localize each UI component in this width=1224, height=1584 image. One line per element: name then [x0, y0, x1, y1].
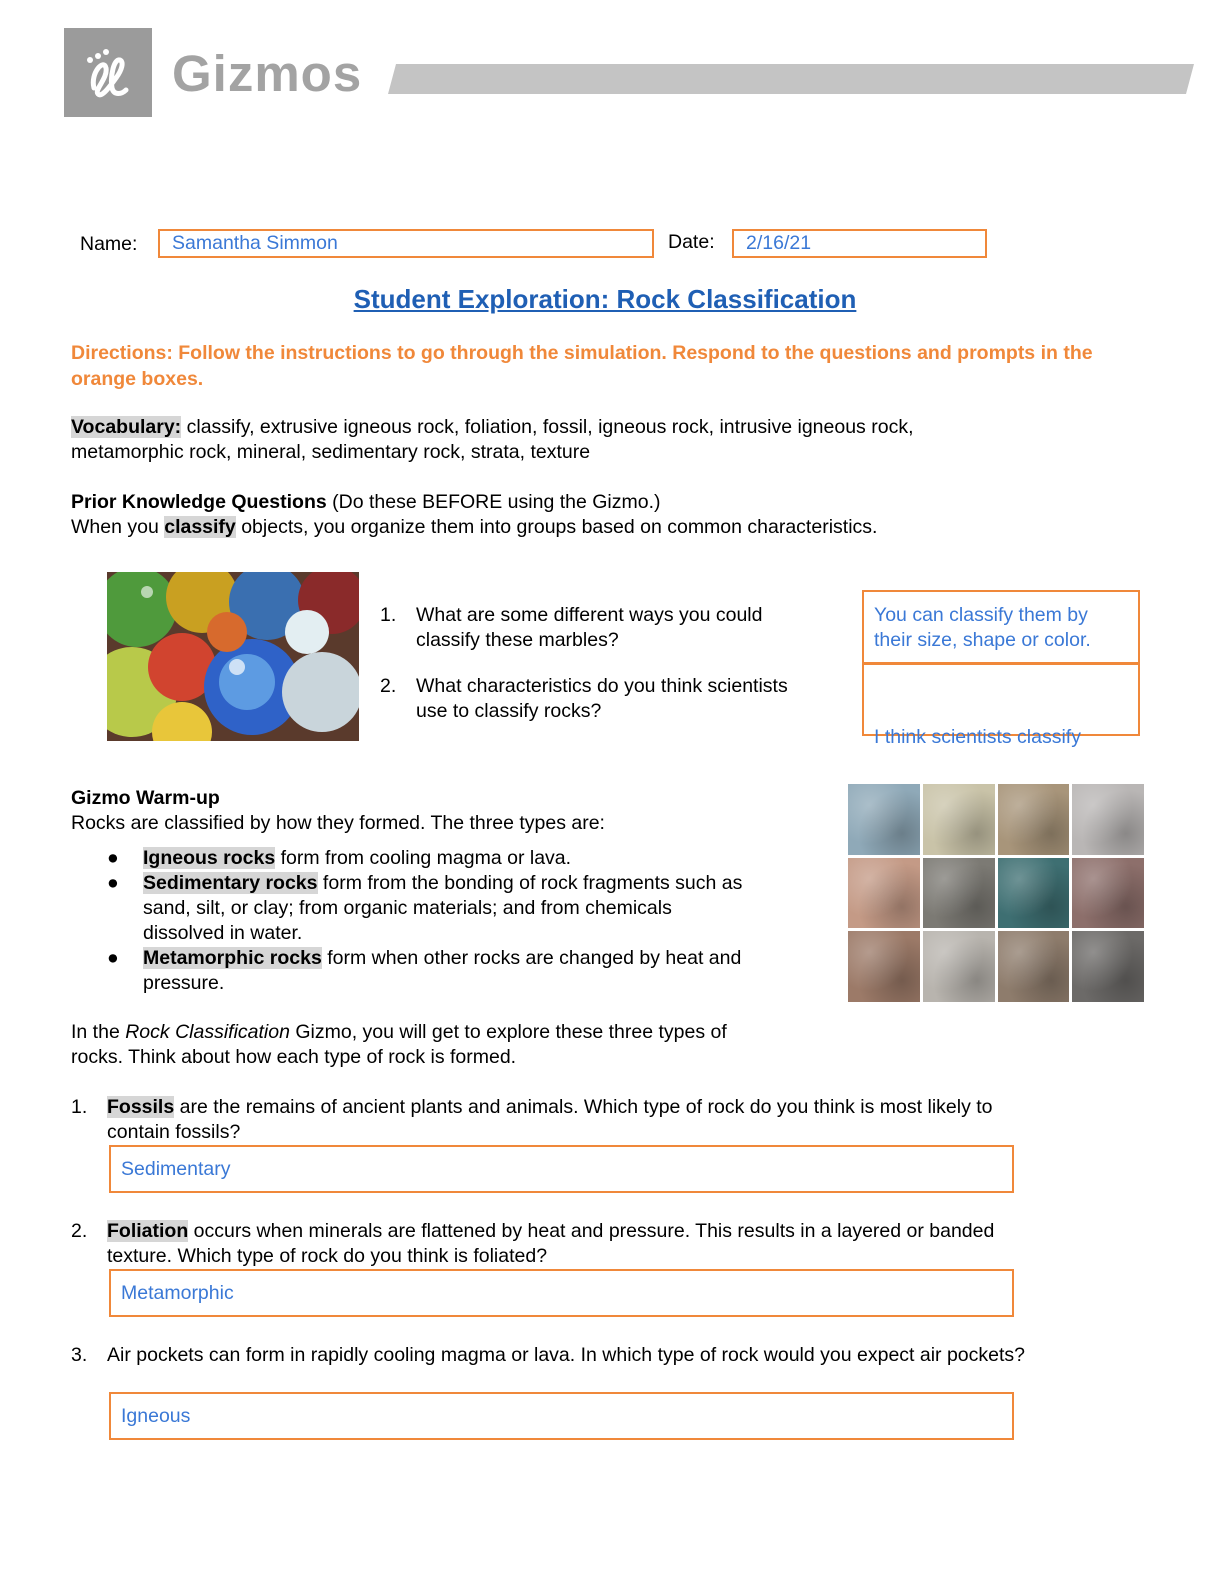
marbles-image	[107, 572, 359, 741]
closing-after: Gizmo, you will get to explore these three types of	[289, 1021, 727, 1043]
rock-type-desc: form from the bonding of rock fragments such as	[317, 872, 743, 894]
answer-box-1[interactable]	[109, 1145, 1014, 1193]
prior-question-1-line1: What are some different ways you could	[416, 604, 763, 626]
rock-sample-tile	[923, 784, 995, 855]
prior-question-2-line2: use to classify rocks?	[416, 700, 602, 722]
prior-question-1-number: 1.	[380, 604, 397, 626]
closing-line2: rocks. Think about how each type of rock is formed.	[71, 1046, 517, 1068]
prior-question-2-number: 2.	[380, 675, 397, 697]
prior-answer-box-1[interactable]	[862, 590, 1140, 665]
warmup-section	[71, 786, 831, 996]
rock-type-desc: form when other rocks are changed by heat and	[321, 947, 742, 969]
question-2-term: Foliation	[107, 1220, 189, 1242]
rock-sample-tile	[923, 858, 995, 929]
rock-type-desc: form from cooling magma or lava.	[275, 847, 572, 869]
prior-knowledge-section	[71, 490, 1151, 540]
rock-types-list	[71, 846, 831, 996]
warmup-heading: Gizmo Warm-up	[71, 787, 220, 809]
prior-answer-box-2[interactable]	[862, 662, 1140, 748]
question-1-text: are the remains of ancient plants and animals. Which type of rock do you think is most likely to	[174, 1096, 993, 1118]
closing-before: In the	[71, 1021, 126, 1043]
rock-type-sedimentary	[71, 871, 831, 946]
date-field[interactable]	[732, 229, 987, 258]
rock-sample-tile	[923, 931, 995, 1002]
date-value: 2/16/21	[746, 232, 812, 254]
prior-intro-before: When you	[71, 516, 165, 538]
rock-type-term: Igneous rocks	[143, 847, 276, 869]
question-1	[71, 1095, 1171, 1145]
explorelearning-logo-icon	[64, 28, 152, 117]
answer-box-2[interactable]	[109, 1269, 1014, 1317]
rock-sample-tile	[1072, 931, 1144, 1002]
prior-answer-1-line1: You can classify them by	[874, 604, 1088, 626]
question-3-text: Air pockets can form in rapidly cooling magma or lava. In which type of rock would you expect air pockets?	[107, 1344, 1026, 1366]
rock-type-term: Sedimentary rocks	[143, 872, 318, 894]
prior-heading-note: (Do these BEFORE using the Gizmo.)	[326, 491, 661, 513]
name-label: Name:	[80, 233, 138, 255]
question-1-number: 1.	[71, 1096, 88, 1118]
rock-type-desc-line: pressure.	[143, 972, 225, 994]
question-1-term: Fossils	[107, 1096, 175, 1118]
question-3-number: 3.	[71, 1344, 88, 1366]
rock-type-igneous	[71, 846, 831, 871]
prior-intro-term: classify	[164, 516, 236, 538]
rock-sample-tile	[998, 931, 1070, 1002]
answer-3-value: Igneous	[121, 1405, 191, 1427]
warmup-closing	[71, 1020, 831, 1070]
logo-badge	[64, 28, 152, 117]
prior-question-2	[380, 674, 866, 724]
bullet-icon: ●	[107, 847, 119, 869]
prior-intro-after: objects, you organize them into groups based on common characteristics.	[235, 516, 878, 538]
rock-sample-tile	[998, 858, 1070, 929]
prior-question-1-line2: classify these marbles?	[416, 629, 619, 651]
vocabulary-line1: classify, extrusive igneous rock, foliation, fossil, igneous rock, intrusive igneous rock,	[181, 416, 914, 438]
rock-type-term: Metamorphic rocks	[143, 947, 322, 969]
bullet-icon: ●	[107, 872, 119, 894]
brand-name: Gizmos	[172, 45, 363, 102]
answer-2-value: Metamorphic	[121, 1282, 234, 1304]
vocabulary	[71, 415, 1151, 465]
prior-answer-1-line2: their size, shape or color.	[874, 629, 1091, 651]
page-title: Student Exploration: Rock Classification	[353, 284, 857, 314]
rock-sample-tile	[848, 784, 920, 855]
question-2-text: occurs when minerals are flattened by heat and pressure. This results in a layered or banded	[188, 1220, 995, 1242]
prior-heading: Prior Knowledge Questions	[71, 491, 327, 513]
rock-sample-tile	[1072, 784, 1144, 855]
question-2-number: 2.	[71, 1220, 88, 1242]
rock-sample-tile	[998, 784, 1070, 855]
prior-question-1	[380, 603, 856, 653]
rock-type-desc-line: dissolved in water.	[143, 922, 303, 944]
rock-type-metamorphic	[71, 946, 831, 996]
vocabulary-line2: metamorphic rock, mineral, sedimentary rock, strata, texture	[71, 441, 591, 463]
rock-sample-tile	[848, 931, 920, 1002]
directions-text: Directions: Follow the instructions to go through the simulation. Respond to the questions and prompts in the orange boxes.	[71, 342, 1093, 390]
answer-1-value: Sedimentary	[121, 1158, 231, 1180]
name-value: Samantha Simmon	[172, 232, 338, 254]
header-bar	[388, 64, 1194, 94]
closing-italic: Rock Classification	[125, 1021, 290, 1043]
rock-samples-image	[848, 784, 1144, 1002]
name-field[interactable]	[158, 229, 654, 258]
question-2	[71, 1219, 1171, 1269]
prior-answer-2-line1: I think scientists classify	[874, 726, 1081, 748]
answer-box-3[interactable]	[109, 1392, 1014, 1440]
rock-sample-tile	[848, 858, 920, 929]
rock-sample-tile	[1072, 858, 1144, 929]
rock-type-desc-line: sand, silt, or clay; from organic materials; and from chemicals	[143, 897, 672, 919]
question-3	[71, 1343, 1181, 1368]
date-label: Date:	[668, 231, 715, 253]
question-2-line2: texture. Which type of rock do you think is foliated?	[107, 1245, 548, 1267]
warmup-intro: Rocks are classified by how they formed. The three types are:	[71, 812, 605, 834]
vocabulary-label: Vocabulary:	[71, 416, 182, 438]
bullet-icon: ●	[107, 947, 119, 969]
prior-question-2-line1: What characteristics do you think scientists	[416, 675, 788, 697]
question-1-line2: contain fossils?	[107, 1121, 241, 1143]
